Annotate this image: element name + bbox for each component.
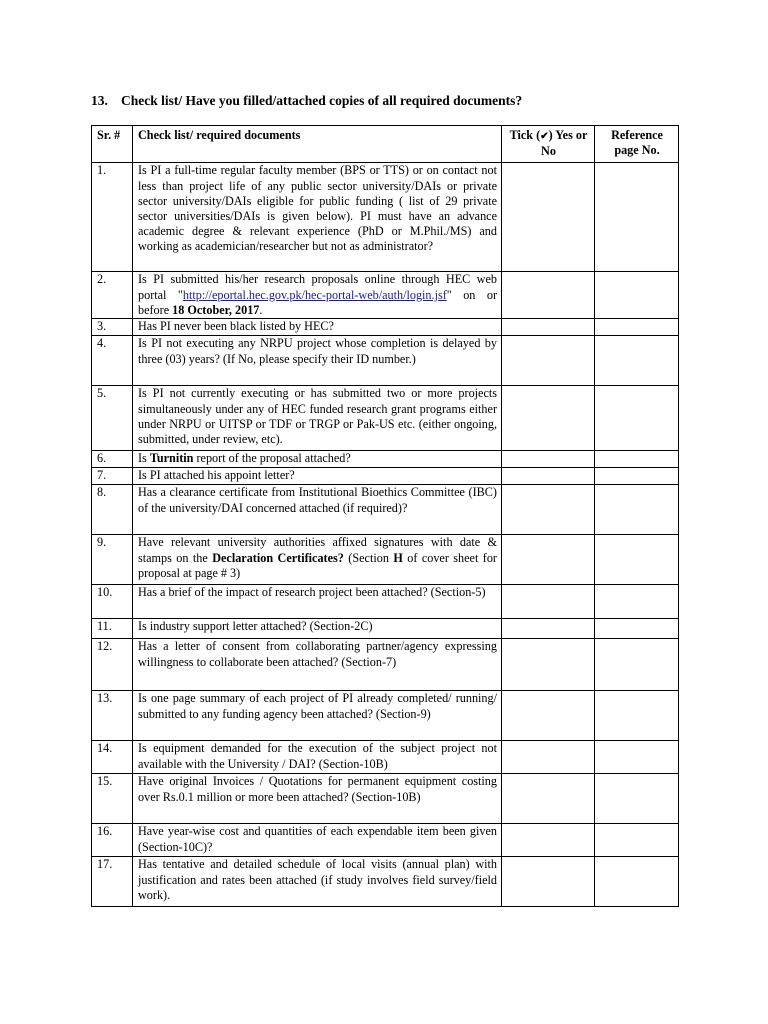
row-number: 14.: [92, 741, 133, 774]
row-number: 15.: [92, 774, 133, 824]
row-text: Has a letter of consent from collaborating partner/agency expressing willingness to collaborate been attached? (Section-7): [133, 639, 502, 691]
table-row: [92, 336, 679, 386]
row-number: 9.: [92, 535, 133, 585]
reference-cell[interactable]: [595, 691, 679, 741]
reference-cell[interactable]: [595, 485, 679, 535]
table-row: [92, 468, 679, 485]
reference-cell[interactable]: [595, 272, 679, 319]
reference-cell[interactable]: [595, 468, 679, 485]
row-number: 5.: [92, 386, 133, 451]
reference-cell[interactable]: [595, 451, 679, 468]
tick-cell[interactable]: [502, 336, 595, 386]
row-text: Have relevant university authorities affixed signatures with date & stamps on the Declaration Certificates? (Section H of cover sheet for proposal at page # 3): [133, 535, 502, 585]
row-text: Is PI attached his appoint letter?: [133, 468, 502, 485]
row-number: 17.: [92, 857, 133, 907]
reference-cell[interactable]: [595, 619, 679, 639]
table-row: [92, 535, 679, 585]
header-documents: Check list/ required documents: [133, 126, 502, 163]
reference-cell[interactable]: [595, 774, 679, 824]
table-row: [92, 319, 679, 336]
tick-cell[interactable]: [502, 468, 595, 485]
tick-cell[interactable]: [502, 774, 595, 824]
row-number: 1.: [92, 163, 133, 272]
tick-cell[interactable]: [502, 272, 595, 319]
table-row: [92, 824, 679, 857]
table-row: [92, 272, 679, 319]
row-text: Is PI not currently executing or has submitted two or more projects simultaneously under any of HEC funded research grant programs either under NRPU or UITSP or TDF or TRGP or Pak-US etc. (either ongoing, submitted, under review, etc).: [133, 386, 502, 451]
row-number: 11.: [92, 619, 133, 639]
row-text: Is industry support letter attached? (Section-2C): [133, 619, 502, 639]
row-text: Is PI submitted his/her research proposals online through HEC web portal "http://eportal.hec.gov.pk/hec-portal-web/auth/login.jsf" on or before 18 October, 2017.: [133, 272, 502, 319]
tick-cell[interactable]: [502, 585, 595, 619]
check-mark-icon: ✔: [540, 131, 549, 142]
tick-cell[interactable]: [502, 824, 595, 857]
tick-cell[interactable]: [502, 163, 595, 272]
header-tick-prefix: Tick (: [509, 128, 541, 142]
row-text: Is Turnitin report of the proposal attached?: [133, 451, 502, 468]
tick-cell[interactable]: [502, 535, 595, 585]
header-tick: [502, 126, 595, 163]
tick-cell[interactable]: [502, 619, 595, 639]
reference-cell[interactable]: [595, 824, 679, 857]
tick-cell[interactable]: [502, 691, 595, 741]
section-title: Check list/ Have you filled/attached copies of all required documents?: [121, 93, 523, 108]
table-row: [92, 741, 679, 774]
table-row: [92, 691, 679, 741]
reference-cell[interactable]: [595, 386, 679, 451]
row-text: Has a brief of the impact of research project been attached? (Section-5): [133, 585, 502, 619]
row-number: 6.: [92, 451, 133, 468]
checklist-table: [91, 125, 679, 907]
table-row: [92, 585, 679, 619]
table-row: [92, 639, 679, 691]
table-row: [92, 451, 679, 468]
header-sr: Sr. #: [92, 126, 133, 163]
tick-cell[interactable]: [502, 485, 595, 535]
row-number: 16.: [92, 824, 133, 857]
reference-cell[interactable]: [595, 336, 679, 386]
section-heading: [91, 93, 522, 109]
reference-cell[interactable]: [595, 585, 679, 619]
tick-cell[interactable]: [502, 319, 595, 336]
table-row: [92, 163, 679, 272]
reference-cell[interactable]: [595, 639, 679, 691]
tick-cell[interactable]: [502, 386, 595, 451]
reference-cell[interactable]: [595, 319, 679, 336]
tick-cell[interactable]: [502, 741, 595, 774]
row-text: Is equipment demanded for the execution of the subject project not available with the University / DAI? (Section-10B): [133, 741, 502, 774]
reference-cell[interactable]: [595, 741, 679, 774]
row-text: Has PI never been black listed by HEC?: [133, 319, 502, 336]
table-row: [92, 619, 679, 639]
row-text: Has a clearance certificate from Institutional Bioethics Committee (IBC) of the university/DAI concerned attached (if required)?: [133, 485, 502, 535]
row-text: Is PI not executing any NRPU project whose completion is delayed by three (03) years? (If No, please specify their ID number.): [133, 336, 502, 386]
header-row: [92, 126, 679, 163]
row-text: Is one page summary of each project of PI already completed/ running/ submitted to any funding agency been attached? (Section-9): [133, 691, 502, 741]
row-number: 8.: [92, 485, 133, 535]
header-tick-suffix: ) Yes or No: [541, 128, 588, 159]
table-row: [92, 386, 679, 451]
tick-cell[interactable]: [502, 639, 595, 691]
header-reference: Reference page No.: [595, 126, 679, 163]
section-number: 13.: [91, 93, 108, 108]
row-text: Has tentative and detailed schedule of local visits (annual plan) with justification and rates been attached (if study involves field survey/field work).: [133, 857, 502, 907]
row-number: 3.: [92, 319, 133, 336]
row-text: Is PI a full-time regular faculty member (BPS or TTS) or on contact not less than project life of any public sector university/DAIs or private sector university/DAIs eligible for public funding ( list of 29 private sector universities/DAIs is given below). PI must have an advance academic degree & relevant experience (PhD or M.Phil./MS) and working as academician/researcher but not as administrator?: [133, 163, 502, 272]
row-text: Have year-wise cost and quantities of each expendable item been given (Section-10C)?: [133, 824, 502, 857]
row-number: 4.: [92, 336, 133, 386]
table-row: [92, 857, 679, 907]
reference-cell[interactable]: [595, 857, 679, 907]
row-number: 10.: [92, 585, 133, 619]
table-row: [92, 485, 679, 535]
tick-cell[interactable]: [502, 857, 595, 907]
row-number: 13.: [92, 691, 133, 741]
reference-cell[interactable]: [595, 535, 679, 585]
row-number: 7.: [92, 468, 133, 485]
reference-cell[interactable]: [595, 163, 679, 272]
hec-portal-link[interactable]: http://eportal.hec.gov.pk/hec-portal-web/auth/login.jsf: [182, 287, 447, 302]
row-number: 2.: [92, 272, 133, 319]
tick-cell[interactable]: [502, 451, 595, 468]
row-text: Have original Invoices / Quotations for permanent equipment costing over Rs.0.1 million or more been attached? (Section-10B): [133, 774, 502, 824]
table-row: [92, 774, 679, 824]
row-number: 12.: [92, 639, 133, 691]
